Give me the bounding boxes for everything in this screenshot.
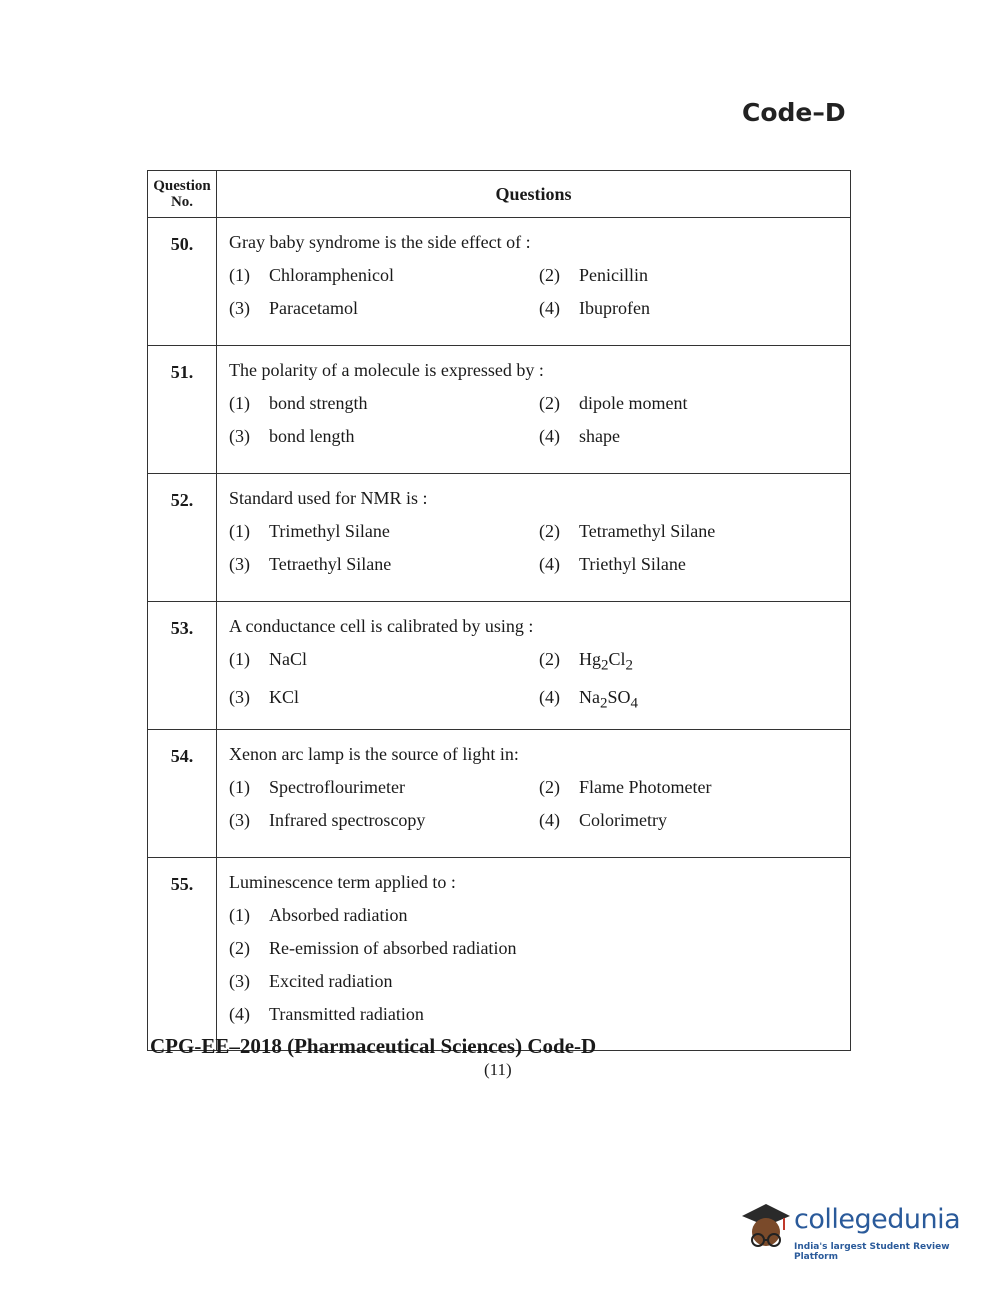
column-header-question-no-line2: No. bbox=[170, 194, 194, 210]
option bbox=[539, 810, 839, 831]
option-text: bond strength bbox=[269, 393, 368, 413]
table-header-row bbox=[148, 171, 851, 218]
formula-element: Hg bbox=[579, 649, 601, 669]
question-number: 54. bbox=[148, 730, 217, 858]
option-number: (3) bbox=[229, 426, 250, 446]
option-number: (3) bbox=[229, 810, 250, 830]
option bbox=[229, 393, 539, 414]
option-text: Ibuprofen bbox=[579, 298, 650, 318]
question-body bbox=[217, 858, 851, 1051]
formula-element: Cl bbox=[608, 649, 626, 669]
page-number: (11) bbox=[484, 1060, 512, 1079]
option-number: (1) bbox=[229, 777, 250, 797]
option bbox=[229, 426, 539, 447]
option bbox=[539, 393, 839, 414]
options-grid bbox=[229, 265, 850, 319]
option-text: Absorbed radiation bbox=[269, 905, 408, 925]
chemical-formula bbox=[579, 686, 639, 712]
question-row bbox=[148, 474, 851, 602]
options-grid bbox=[229, 777, 850, 831]
option-number: (3) bbox=[229, 686, 250, 707]
option bbox=[539, 265, 839, 286]
question-stem: The polarity of a molecule is expressed by : bbox=[229, 360, 544, 380]
option bbox=[539, 649, 839, 675]
question-row bbox=[148, 730, 851, 858]
option-text: Tetramethyl Silane bbox=[579, 521, 716, 541]
option-text: Paracetamol bbox=[269, 298, 358, 318]
option bbox=[229, 777, 539, 798]
option bbox=[229, 1004, 850, 1025]
option-number: (4) bbox=[229, 1004, 250, 1024]
column-header-question-no-line1: Question bbox=[153, 178, 211, 194]
option-number: (2) bbox=[539, 649, 560, 669]
option bbox=[229, 554, 539, 575]
option-number: (2) bbox=[539, 521, 560, 541]
options-grid bbox=[229, 393, 850, 447]
formula-element: Na bbox=[579, 686, 600, 707]
option bbox=[539, 298, 839, 319]
question-number: 55. bbox=[148, 858, 217, 1051]
option-number: (1) bbox=[229, 265, 250, 285]
option-number: (2) bbox=[539, 393, 560, 413]
option-text: Excited radiation bbox=[269, 971, 393, 991]
option-number: (2) bbox=[229, 938, 250, 958]
option bbox=[229, 521, 539, 542]
option-text: Infrared spectroscopy bbox=[269, 810, 426, 830]
formula-element: SO bbox=[607, 686, 631, 707]
option-text: bond length bbox=[269, 426, 355, 446]
option bbox=[229, 810, 539, 831]
option-number: (4) bbox=[539, 810, 560, 830]
option-text: Colorimetry bbox=[579, 810, 667, 830]
option-text: Tetraethyl Silane bbox=[269, 554, 392, 574]
option-number: (4) bbox=[539, 554, 560, 574]
formula-subscript: 2 bbox=[625, 657, 634, 674]
option bbox=[229, 298, 539, 319]
question-row bbox=[148, 346, 851, 474]
question-row bbox=[148, 858, 851, 1051]
option-text: Penicillin bbox=[579, 265, 648, 285]
question-stem: Standard used for NMR is : bbox=[229, 488, 428, 508]
option-number: (3) bbox=[229, 971, 250, 991]
option bbox=[229, 905, 850, 926]
mascot-logo-icon bbox=[736, 1196, 794, 1258]
option-number: (3) bbox=[229, 554, 250, 574]
watermark-brand: collegedunia bbox=[794, 1204, 961, 1235]
option-text: Re-emission of absorbed radiation bbox=[269, 938, 517, 958]
option bbox=[539, 426, 839, 447]
formula-subscript: 2 bbox=[601, 657, 609, 674]
question-stem: Luminescence term applied to : bbox=[229, 872, 456, 892]
option bbox=[229, 971, 850, 992]
question-table bbox=[147, 170, 851, 1051]
option-number: (3) bbox=[229, 298, 250, 318]
option-text: Triethyl Silane bbox=[579, 554, 686, 574]
option-text: dipole moment bbox=[579, 393, 688, 413]
question-number: 53. bbox=[148, 602, 217, 730]
column-header-question-no bbox=[148, 171, 217, 218]
column-header-questions: Questions bbox=[217, 171, 851, 218]
option bbox=[229, 649, 539, 675]
option-number: (1) bbox=[229, 649, 250, 669]
question-body bbox=[217, 474, 851, 602]
option-text: Trimethyl Silane bbox=[269, 521, 390, 541]
option-text: Transmitted radiation bbox=[269, 1004, 424, 1024]
collegedunia-watermark bbox=[736, 1196, 966, 1266]
option bbox=[539, 521, 839, 542]
question-row bbox=[148, 218, 851, 346]
chemical-formula bbox=[579, 649, 634, 674]
option-text: KCl bbox=[269, 686, 300, 707]
question-number: 50. bbox=[148, 218, 217, 346]
option-number: (2) bbox=[539, 777, 560, 797]
question-body bbox=[217, 730, 851, 858]
option-number: (1) bbox=[229, 905, 250, 925]
paper-code: Code–D bbox=[742, 98, 846, 127]
option-number: (4) bbox=[539, 426, 560, 446]
option-text: shape bbox=[579, 426, 620, 446]
question-body bbox=[217, 346, 851, 474]
option-number: (1) bbox=[229, 393, 250, 413]
question-stem: Xenon arc lamp is the source of light in: bbox=[229, 744, 519, 764]
formula-subscript: 2 bbox=[600, 695, 608, 712]
question-body bbox=[217, 218, 851, 346]
exam-footer: CPG-EE–2018 (Pharmaceutical Sciences) Code-D bbox=[150, 1034, 597, 1058]
question-stem: Gray baby syndrome is the side effect of : bbox=[229, 232, 531, 252]
question-row bbox=[148, 602, 851, 730]
option-number: (2) bbox=[539, 265, 560, 285]
option-number: (1) bbox=[229, 521, 250, 541]
options-grid bbox=[229, 649, 850, 712]
option-number: (4) bbox=[539, 686, 560, 707]
options-list bbox=[229, 905, 850, 1025]
options-grid bbox=[229, 521, 850, 575]
option bbox=[539, 554, 839, 575]
question-number: 51. bbox=[148, 346, 217, 474]
question-stem: A conductance cell is calibrated by using : bbox=[229, 616, 534, 636]
formula-subscript: 4 bbox=[630, 695, 639, 712]
question-body bbox=[217, 602, 851, 730]
option-text: Spectroflourimeter bbox=[269, 777, 405, 797]
option bbox=[229, 938, 850, 959]
option bbox=[229, 687, 539, 713]
option-text: NaCl bbox=[269, 649, 307, 669]
option-text: Chloramphenicol bbox=[269, 265, 394, 285]
watermark-tagline: India's largest Student Review Platform bbox=[794, 1242, 950, 1262]
option bbox=[229, 265, 539, 286]
option bbox=[539, 687, 839, 713]
option bbox=[539, 777, 839, 798]
option-number: (4) bbox=[539, 298, 560, 318]
question-number: 52. bbox=[148, 474, 217, 602]
option-text: Flame Photometer bbox=[579, 777, 712, 797]
